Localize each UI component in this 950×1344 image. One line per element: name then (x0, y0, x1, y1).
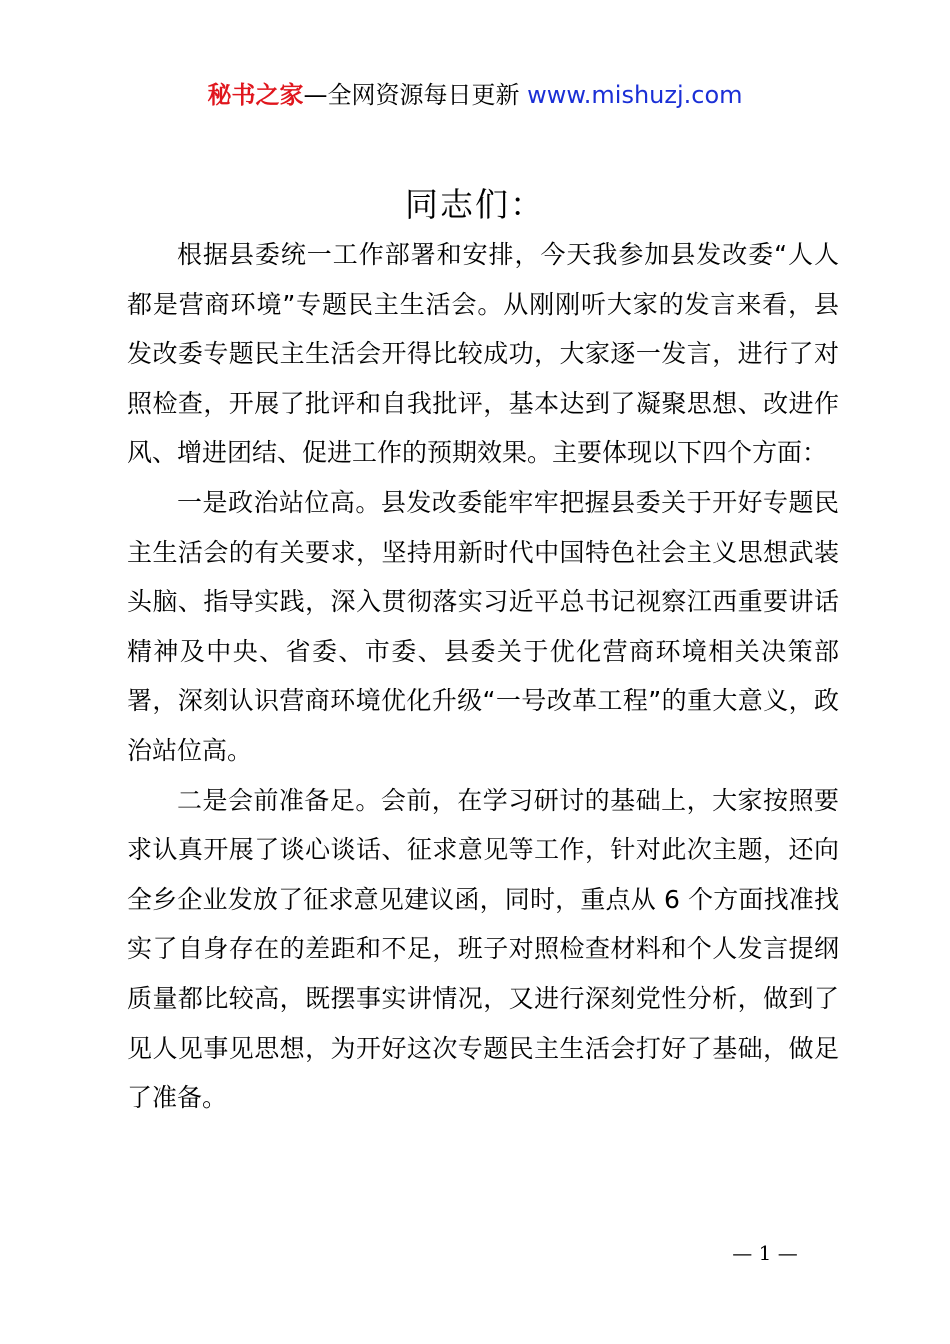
brand-name: 秘书之家 (207, 81, 304, 109)
site-url-link[interactable]: www.mishuzj.com (527, 81, 743, 109)
document-body (127, 230, 839, 1123)
header-tagline: —全网资源每日更新 (303, 81, 520, 109)
page-number: — 1 — (732, 1241, 798, 1265)
paragraph-point-one: 一是政治站位高。县发改委能牢牢把握县委关于开好专题民主生活会的有关要求，坚持用新时代中国特色社会主义思想武装头脑、指导实践，深入贯彻落实习近平总书记视察江西重要讲话精神及中央、省委、市委、县委关于优化营商环境相关决策部署，深刻认识营商环境优化升级“一号改革工程”的重大意义，政治站位高。 (127, 487, 839, 765)
watermark-header (0, 78, 950, 112)
paragraph-point-two: 二是会前准备足。会前，在学习研讨的基础上，大家按照要求认真开展了谈心谈话、征求意见等工作，针对此次主题，还向全乡企业发放了征求意见建议函，同时，重点从 6 个方面找准找实了自身存在的差距和不足，班子对照检查材料和个人发言提纲质量都比较高，既摆事实讲情况，又进行深刻党性分析，做到了见人见事见思想，为开好这次专题民主生活会打好了基础，做足了准备。 (127, 785, 839, 1113)
paragraph-intro: 根据县委统一工作部署和安排，今天我参加县发改委“人人都是营商环境”专题民主生活会。从刚刚听大家的发言来看，县发改委专题民主生活会开得比较成功，大家逐一发言，进行了对照检查，开展了批评和自我批评，基本达到了凝聚思想、改进作风、增进团结、促进工作的预期效果。主要体现以下四个方面： (127, 240, 839, 468)
salutation-heading: 同志们： (405, 185, 545, 224)
